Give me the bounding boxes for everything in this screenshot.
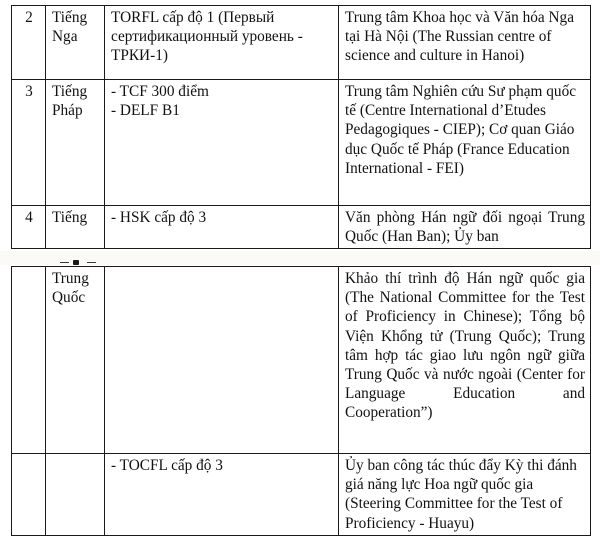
row-number-cell: 3	[12, 80, 46, 206]
table-row	[12, 267, 591, 454]
language-cell: Tiếng Pháp	[46, 80, 105, 206]
table-fragment-top	[0, 5, 600, 249]
language-cell: Tiếng	[46, 206, 105, 249]
row-number-cell: 4	[12, 206, 46, 249]
certificate-table-bottom	[11, 266, 591, 536]
certificate-line: - TCF 300 điểm	[111, 83, 209, 100]
row-number-cell	[12, 267, 46, 454]
certificate-cell: TORFL cấp độ 1 (Первый сертификационный уровень - ТРКИ-1)	[105, 6, 339, 80]
table-row	[12, 80, 591, 206]
row-number-cell	[12, 454, 46, 536]
organization-cell: Khảo thí trình độ Hán ngữ quốc gia (The National Committee for the Test of Proficiency in Chinese); Tổng bộ Viện Khổng tử (Trung Quốc); Trung tâm hợp tác giao lưu ngôn ngữ giữa Trung Quốc và nước ngoài (Center for Language Education and Cooperation”)	[339, 267, 591, 454]
certificate-cell	[105, 80, 339, 206]
language-cell: Tiếng Nga	[46, 6, 105, 80]
table-row	[12, 206, 591, 249]
certificate-cell	[105, 267, 339, 454]
language-cell	[46, 454, 105, 536]
organization-cell: Trung tâm Nghiên cứu Sư phạm quốc tế (Centre International d’Etudes Pedagogiques - CIEP); Cơ quan Giáo dục Quốc tế Pháp (France Education International - FEI)	[339, 80, 591, 206]
row-number-cell: 2	[12, 6, 46, 80]
certificate-cell: - HSK cấp độ 3	[105, 206, 339, 249]
organization-cell: Trung tâm Khoa học và Văn hóa Nga tại Hà Nội (The Russian centre of science and culture in Hanoi)	[339, 6, 591, 80]
table-fragment-bottom	[0, 266, 600, 536]
organization-cell: Ủy ban công tác thúc đẩy Kỳ thi đánh giá năng lực Hoa ngữ quốc gia (Steering Committee for the Test of Proficiency - Huayu)	[339, 454, 591, 536]
table-row	[12, 454, 591, 536]
certificate-table-top	[11, 5, 591, 249]
organization-cell: Văn phòng Hán ngữ đối ngoại Trung Quốc (Han Ban); Ủy ban	[339, 206, 591, 249]
language-cell: Trung Quốc	[46, 267, 105, 454]
certificate-line: - DELF B1	[111, 102, 180, 120]
table-row	[12, 6, 591, 80]
certificate-cell: - TOCFL cấp độ 3	[105, 454, 339, 536]
page-gap	[0, 251, 600, 265]
